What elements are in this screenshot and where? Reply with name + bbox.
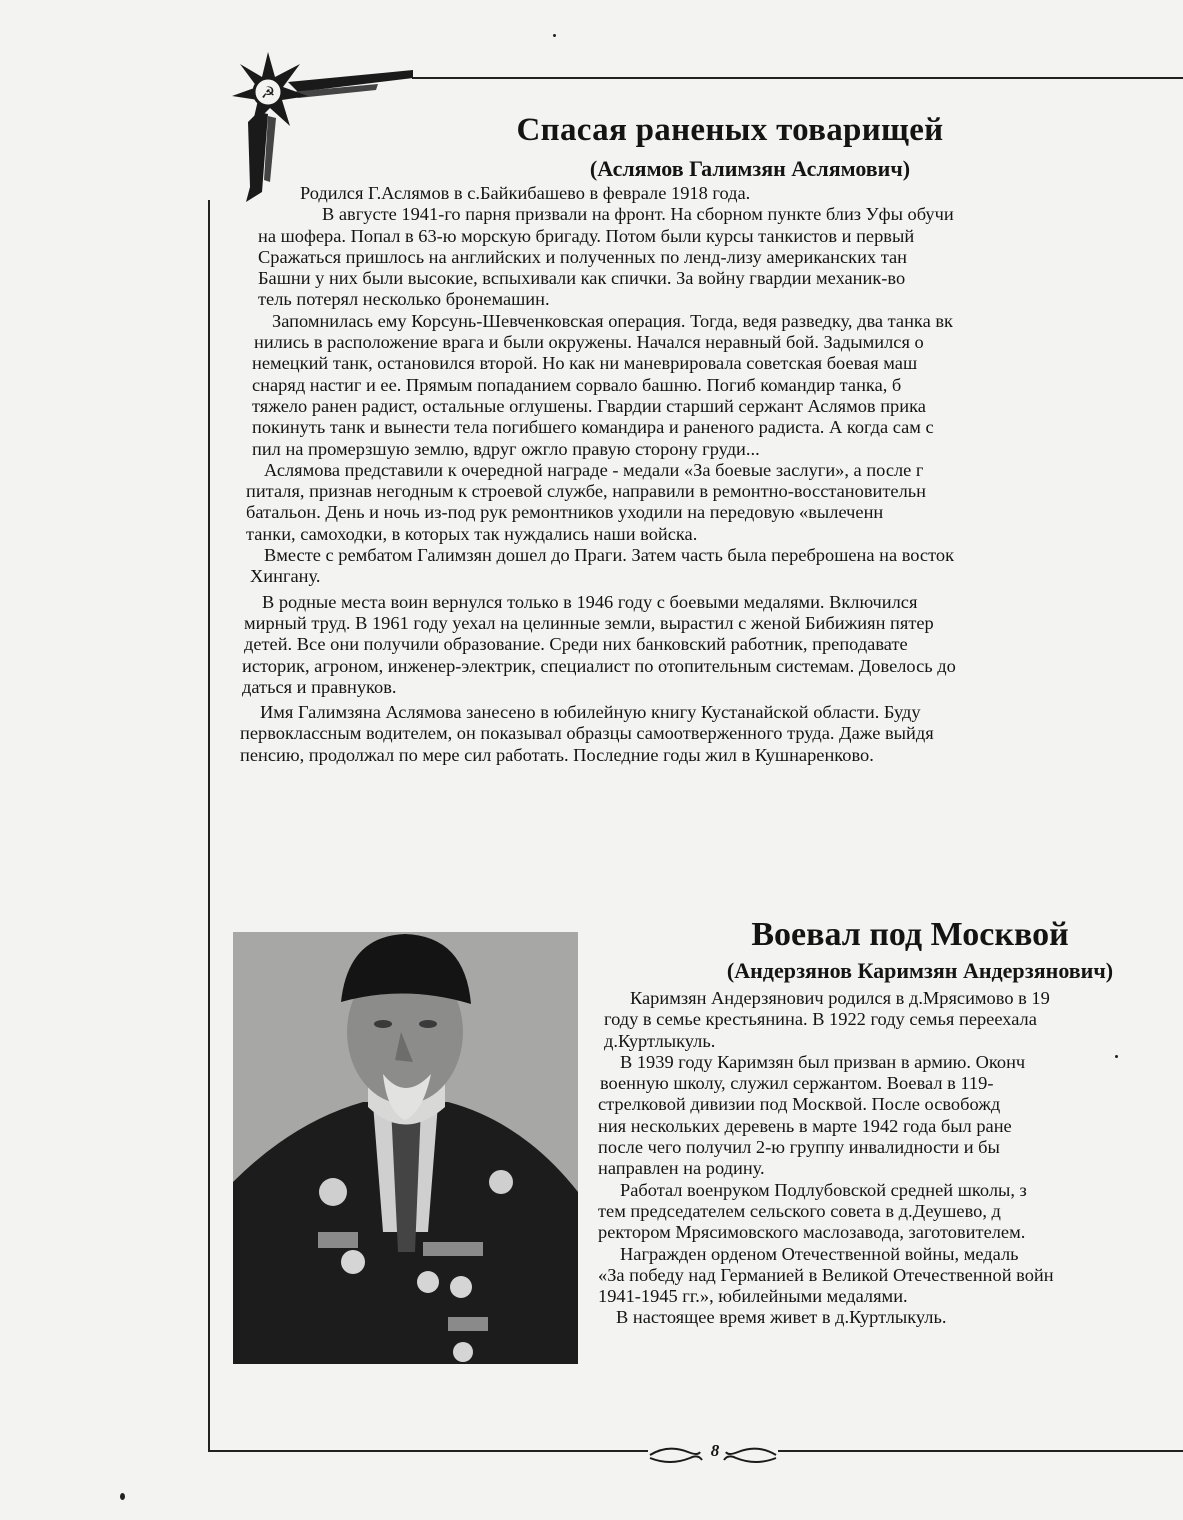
- page-number: 8: [710, 1441, 720, 1460]
- article2-line: В настоящее время живет в д.Куртлыкуль.: [616, 1307, 947, 1328]
- article2-subtitle: (Андерзянов Каримзян Андерзянович): [726, 958, 1114, 983]
- article2-body: [598, 988, 1183, 1329]
- article1-line: историк, агроном, инженер-электрик, специалист по отопительным системам. Довелось до: [242, 655, 956, 676]
- article1-line: детей. Все они получили образование. Среди них банковский работник, преподавате: [244, 634, 908, 655]
- article2-line: военную школу, служил сержантом. Воевал в 119-: [600, 1073, 994, 1094]
- article1-line: Запомнилась ему Корсунь-Шевченковская операция. Тогда, ведя разведку, два танка вк: [272, 310, 953, 331]
- article1-line: В августе 1941-го парня призвали на фронт. На сборном пункте близ Уфы обучи: [322, 204, 954, 225]
- article1-line: пенсию, продолжал по мере сил работать. Последние годы жил в Кушнаренково.: [240, 744, 874, 765]
- article1-line: Имя Галимзяна Аслямова занесено в юбилейную книгу Кустанайской области. Буду: [260, 702, 921, 723]
- article1-line: Аслямова представили к очередной награде - медали «За боевые заслуги», а после г: [264, 459, 924, 480]
- article2-title: Воевал под Москвой: [751, 916, 1069, 953]
- article2-line: тем председателем сельского совета в д.Деушево, д: [598, 1200, 1001, 1221]
- order-star-ribbon-icon: [228, 52, 418, 202]
- article1-line: нились в расположение врага и были окружены. Начался неравный бой. Задымился о: [254, 332, 924, 353]
- article2-line: Награжден орденом Отечественной войны, медаль: [620, 1243, 1019, 1264]
- veteran-portrait-photo: [233, 932, 578, 1364]
- article1-line: покинуть танк и вынести тела погибшего командира и раненого радиста. А когда сам с: [252, 417, 934, 438]
- article2-line: году в семье крестьянина. В 1922 году семья переехала: [604, 1009, 1037, 1030]
- frame-bottom-rule-left: [208, 1450, 648, 1452]
- scan-speck: [553, 34, 556, 37]
- article2-line: стрелковой дивизии под Москвой. После освобожд: [598, 1094, 1001, 1115]
- article1-subtitle: (Аслямов Галимзян Аслямович): [589, 156, 911, 181]
- frame-left-rule: [208, 200, 210, 1450]
- article2-line: ния нескольких деревень в марте 1942 года был ране: [598, 1115, 1012, 1136]
- article1-body: [232, 183, 1183, 766]
- article1-line: немецкий танк, остановился второй. Но как ни маневрировала советская боевая маш: [252, 353, 918, 374]
- article1-line: питаля, признав негодным к строевой службе, направили в ремонтно-восстановительн: [246, 481, 926, 502]
- article2-line: направлен на родину.: [598, 1158, 765, 1179]
- article1-line: даться и правнуков.: [242, 676, 397, 697]
- article1-title: Спасая раненых товарищей: [516, 112, 944, 148]
- article1-line: Сражаться пришлось на английских и полученных по ленд-лизу американских тан: [258, 246, 907, 267]
- article2-line: Работал военруком Подлубовской средней школы, з: [620, 1179, 1027, 1200]
- article1-line: мирный труд. В 1961 году уехал на целинные земли, вырастил с женой Бибижиян пятер: [244, 612, 934, 633]
- article2-line: В 1939 году Каримзян был призван в армию. Оконч: [620, 1051, 1026, 1072]
- article2-line: 1941-1945 гг.», юбилейными медалями.: [598, 1286, 908, 1307]
- frame-bottom-rule-right: [778, 1450, 1183, 1452]
- article1-line: на шофера. Попал в 63-ю морскую бригаду. Потом были курсы танкистов и первый: [258, 225, 915, 246]
- article1-line: пил на промерзшую землю, вдруг ожгло правую сторону груди...: [252, 438, 760, 459]
- article2-line: после чего получил 2-ю группу инвалидности и бы: [598, 1137, 1000, 1158]
- article1-line: тель потерял несколько бронемашин.: [258, 289, 550, 310]
- article2-line: «За победу над Германией в Великой Отечественной войн: [598, 1264, 1054, 1285]
- article1-line: снаряд настиг и ее. Прямым попаданием сорвало башню. Погиб командир танка, б: [252, 374, 902, 395]
- article1-line: Башни у них были высокие, вспыхивали как спички. За войну гвардии механик-во: [258, 268, 906, 289]
- frame-top-rule: [412, 77, 1183, 79]
- scan-speck: [120, 1493, 125, 1500]
- article1-line: первоклассным водителем, он показывал образцы самоотверженного труда. Даже выйдя: [240, 723, 934, 744]
- scan-speck: [1115, 1055, 1118, 1058]
- svg-text:☭: ☭: [260, 83, 276, 102]
- article1-line: Родился Г.Аслямов в с.Байкибашево в феврале 1918 года.: [300, 183, 751, 203]
- article1-line: В родные места воин вернулся только в 1946 году с боевыми медалями. Включился: [262, 591, 918, 612]
- article2-line: ректором Мрясимовского маслозавода, заготовителем.: [598, 1222, 1026, 1243]
- article2-line: д.Куртлыкуль.: [604, 1030, 716, 1051]
- article1-line: танки, самоходки, в которых так нуждались наши войска.: [246, 523, 698, 544]
- article1-line: Вместе с рембатом Галимзян дошел до Праги. Затем часть была переброшена на восток: [264, 545, 955, 566]
- article1-line: Хингану.: [250, 566, 321, 587]
- article2-line: Каримзян Андерзянович родился в д.Мрясимово в 19: [630, 988, 1050, 1008]
- article1-line: тяжело ранен радист, остальные оглушены. Гвардии старший сержант Аслямов прика: [252, 395, 926, 416]
- article1-line: батальон. День и ночь из-под рук ремонтников уходили на передовую «вылеченн: [246, 502, 884, 523]
